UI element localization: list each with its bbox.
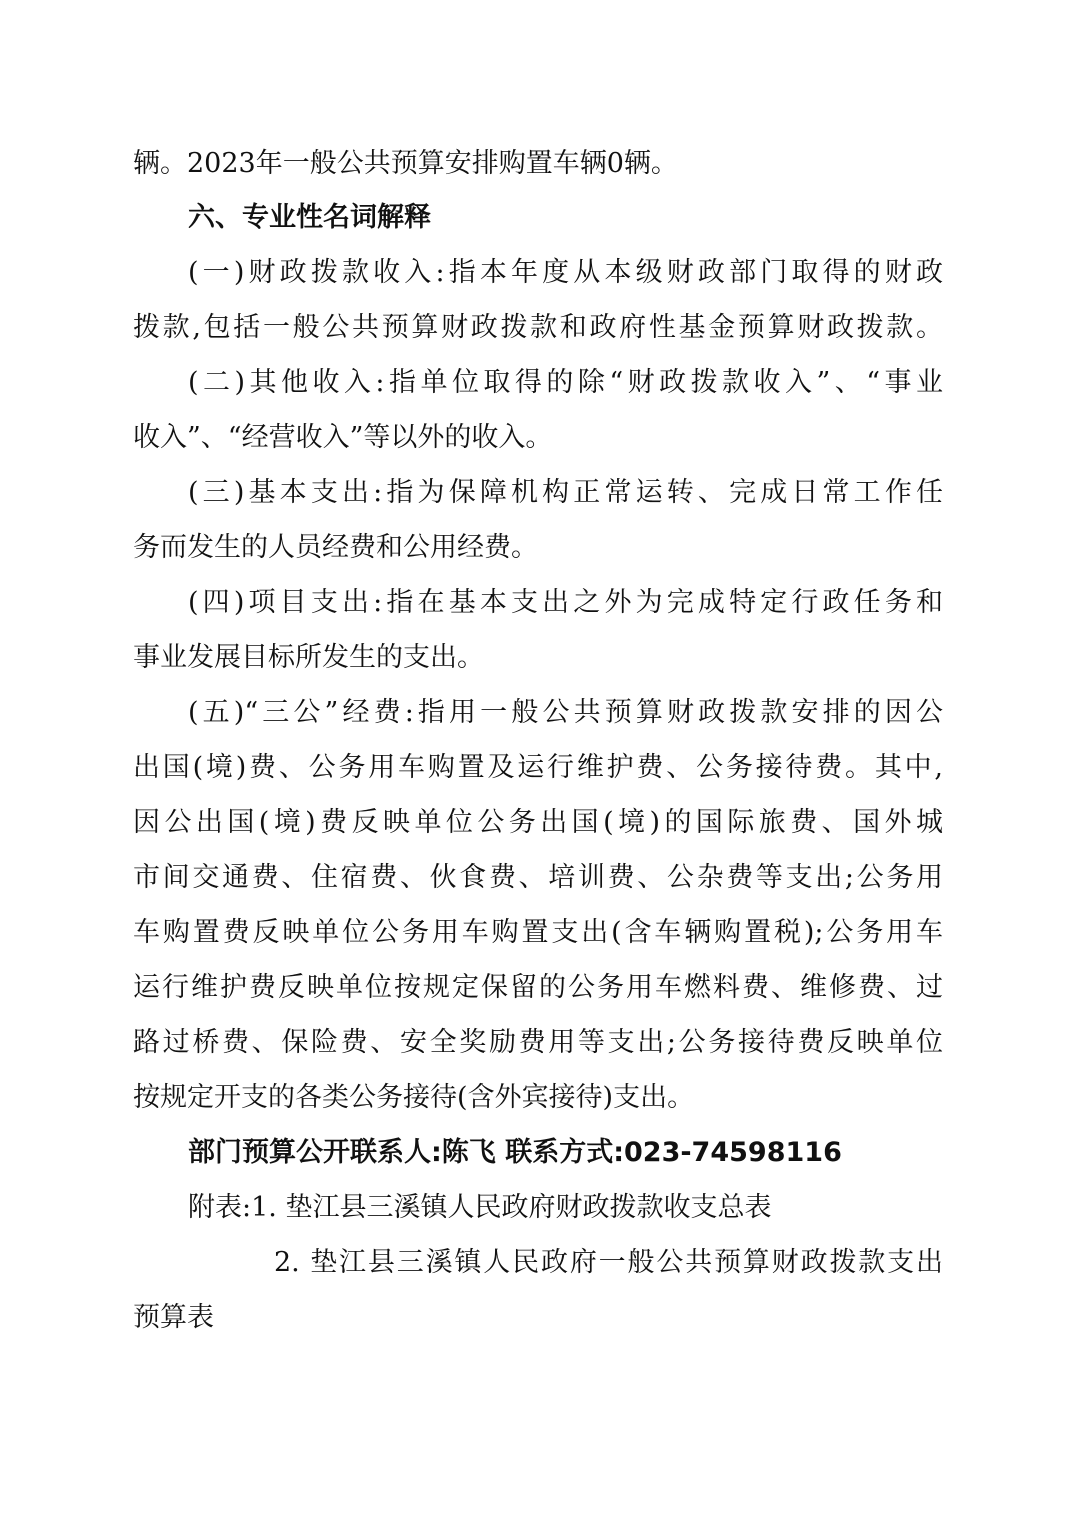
paragraph-line: 路过桥费、保险费、安全奖励费用等支出;公务接待费反映单位 [133,1027,943,1058]
appendix-line: 附表:1. 垫江县三溪镇人民政府财政拨款收支总表 [188,1192,772,1223]
paragraph-line: (二)其他收入:指单位取得的除“财政拨款收入”、“事业 [188,367,943,398]
paragraph-line: 事业发展目标所发生的支出。 [133,642,484,673]
paragraph-line: 出国(境)费、公务用车购置及运行维护费、公务接待费。其中, [133,752,943,783]
text-line: 辆。2023年一般公共预算安排购置车辆0辆。 [133,148,678,179]
appendix-line: 2. 垫江县三溪镇人民政府一般公共预算财政拨款支出 [274,1247,943,1278]
paragraph-line: (五)“三公”经费:指用一般公共预算财政拨款安排的因公 [188,697,943,728]
appendix-line: 预算表 [133,1302,214,1333]
paragraph-line: (一)财政拨款收入:指本年度从本级财政部门取得的财政 [188,257,943,288]
paragraph-line: 按规定开支的各类公务接待(含外宾接待)支出。 [133,1082,695,1113]
contact-line: 部门预算公开联系人:陈飞 联系方式:023-74598116 [188,1137,842,1168]
paragraph-line: (四)项目支出:指在基本支出之外为完成特定行政任务和 [188,587,943,618]
paragraph-line: 拨款,包括一般公共预算财政拨款和政府性基金预算财政拨款。 [133,312,943,343]
paragraph-line: 因公出国(境)费反映单位公务出国(境)的国际旅费、国外城 [133,807,943,838]
paragraph-line: 运行维护费反映单位按规定保留的公务用车燃料费、维修费、过 [133,972,943,1003]
paragraph-line: 务而发生的人员经费和公用经费。 [133,532,538,563]
paragraph-line: 收入”、“经营收入”等以外的收入。 [133,422,553,453]
section-heading: 六、专业性名词解释 [188,202,431,233]
paragraph-line: 车购置费反映单位公务用车购置支出(含车辆购置税);公务用车 [133,917,943,948]
paragraph-line: 市间交通费、住宿费、伙食费、培训费、公杂费等支出;公务用 [133,862,943,893]
paragraph-line: (三)基本支出:指为保障机构正常运转、完成日常工作任 [188,477,943,508]
